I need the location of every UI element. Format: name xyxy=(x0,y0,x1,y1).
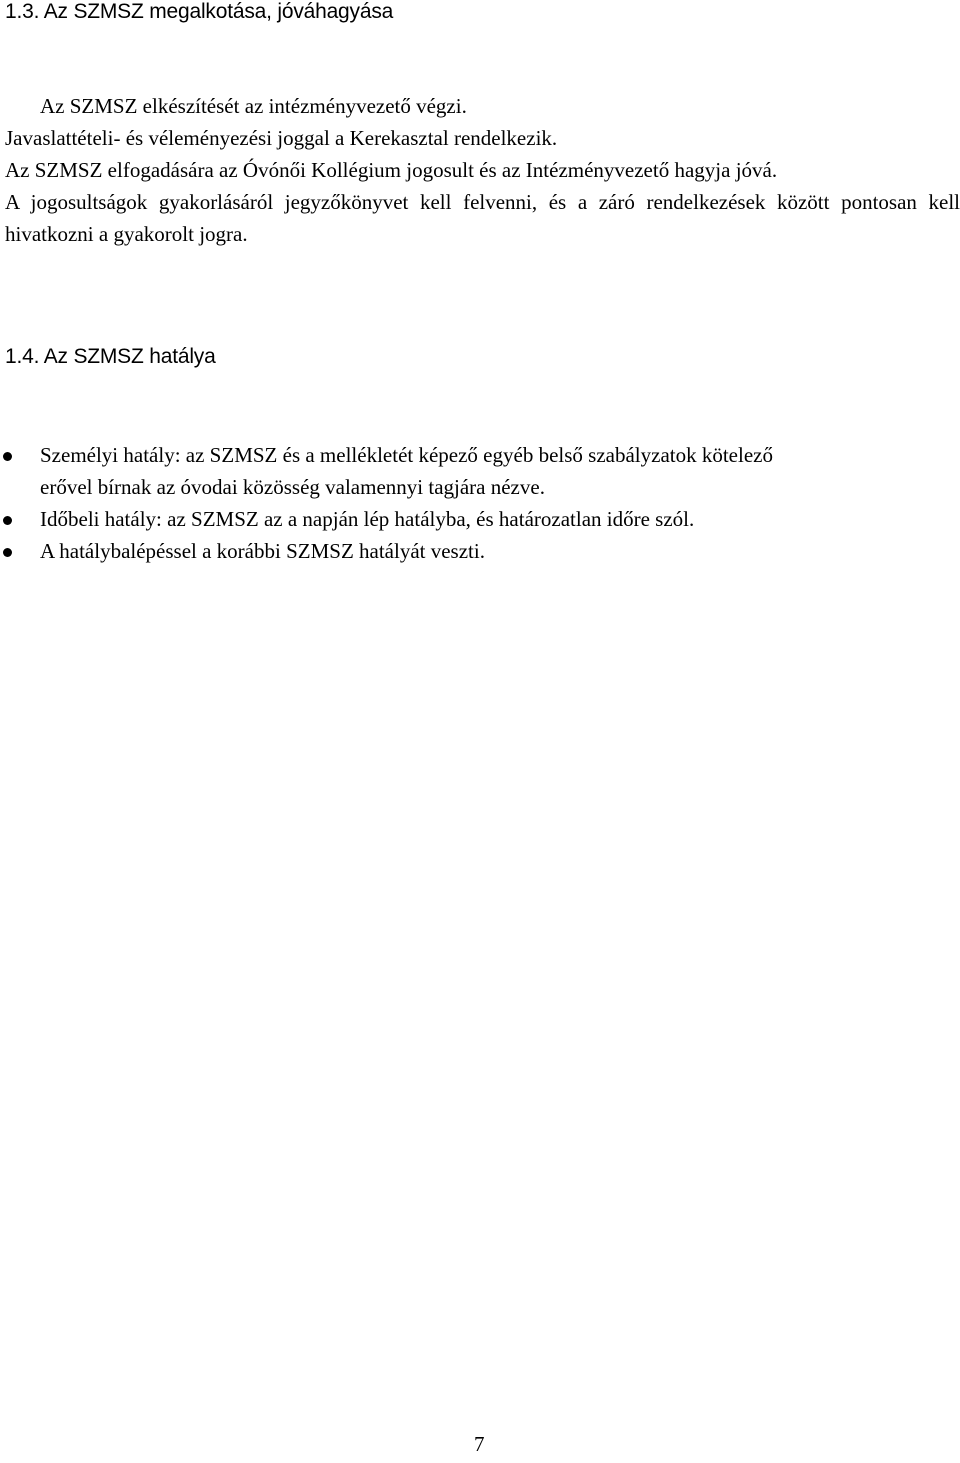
list-item-text: Időbeli hatály: az SZMSZ az a napján lép hatályba, és határozatlan időre szól. xyxy=(40,507,695,531)
section-heading-1-3: 1.3. Az SZMSZ megalkotása, jóváhagyása xyxy=(5,0,394,23)
bullet-icon xyxy=(3,548,12,557)
list-item xyxy=(0,439,810,503)
bullet-icon xyxy=(3,516,12,525)
paragraph-line: Az SZMSZ elkészítését az intézményvezető végzi. xyxy=(40,94,467,118)
list-item xyxy=(0,503,720,535)
list-item xyxy=(0,535,940,567)
section-heading-1-4: 1.4. Az SZMSZ hatálya xyxy=(5,345,216,368)
paragraph-line: Javaslattételi- és véleményezési joggal a Kerekasztal rendelkezik. xyxy=(5,126,558,150)
page-number: 7 xyxy=(474,1432,485,1456)
paragraph-line: Az SZMSZ elfogadására az Óvónői Kollégium jogosult és az Intézményvezető hagyja jóvá. xyxy=(5,158,778,182)
bullet-icon xyxy=(3,452,12,461)
scope-bullet-list xyxy=(0,439,960,567)
list-item-text: A hatálybalépéssel a korábbi SZMSZ hatályát veszti. xyxy=(40,539,485,563)
paragraph-rights: A jogosultságok gyakorlásáról jegyzőkönyvet kell felvenni, és a záró rendelkezések között pontosan kell hivatkozni a gyakorolt jogra. xyxy=(5,190,960,246)
list-item-text: Személyi hatály: az SZMSZ és a mellékletét képező egyéb belső szabályzatok kötelező erővel bírnak az óvodai közösség valamennyi tagjára nézve. xyxy=(40,443,773,499)
